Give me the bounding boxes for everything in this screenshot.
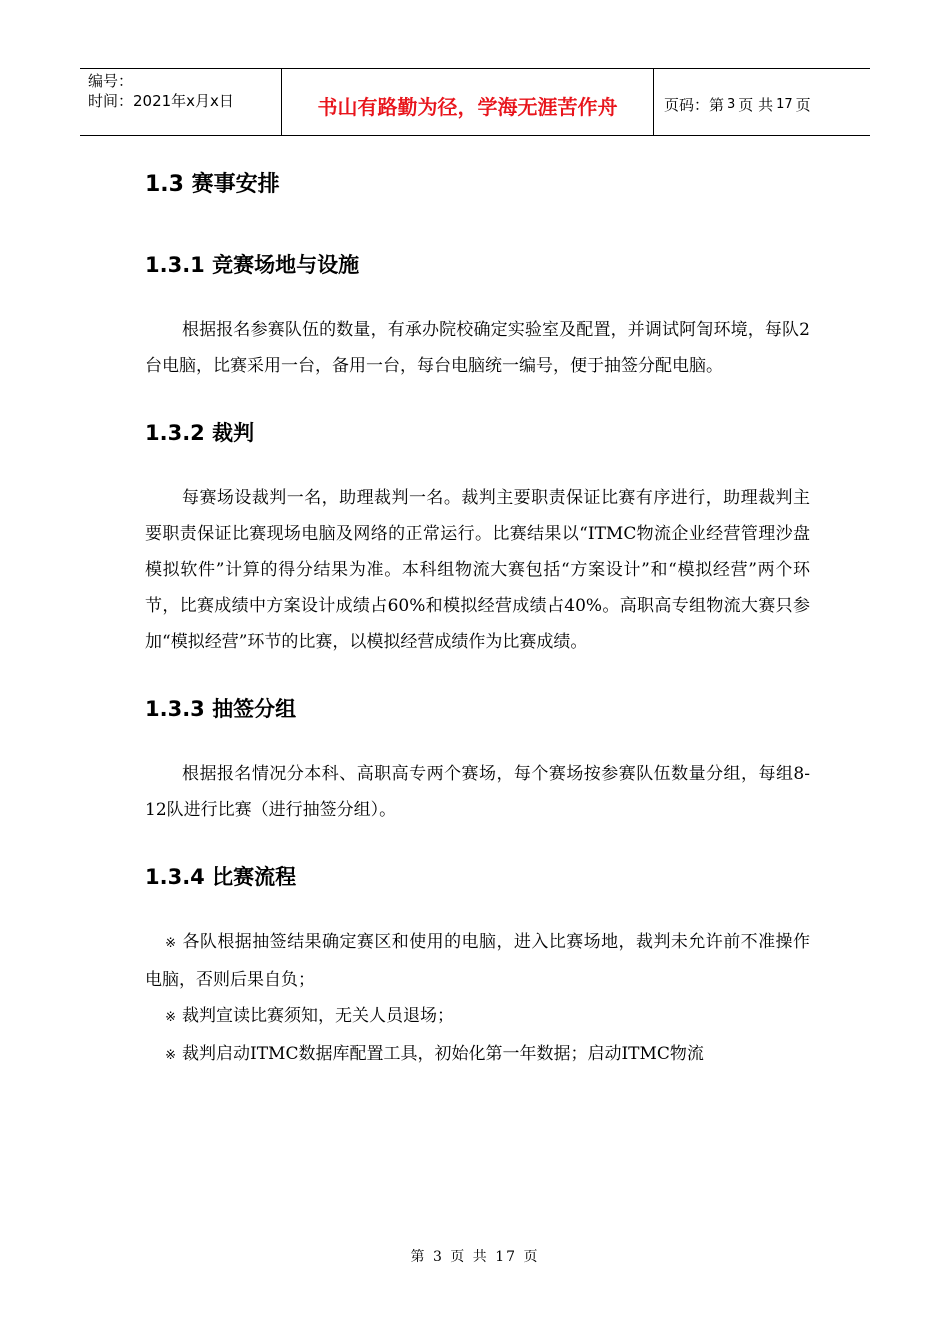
list-item bbox=[145, 1036, 810, 1074]
subsection-heading-referee: 1.3.2 裁判 bbox=[145, 421, 255, 445]
reference-mark-icon: ※ bbox=[165, 1048, 176, 1063]
document-body bbox=[145, 160, 810, 1074]
page-current-number: 3 bbox=[727, 96, 736, 112]
page-label-mid: 页 共 bbox=[738, 95, 774, 114]
header-page-cell bbox=[654, 69, 870, 135]
list-item-text: 裁判启动ITMC数据库配置工具，初始化第一年数据；启动ITMC物流 bbox=[182, 1044, 704, 1064]
reference-mark-icon: ※ bbox=[165, 1010, 176, 1025]
paragraph-venue: 根据报名参赛队伍的数量，有承办院校确定实验室及配置，并调试阿訇环境，每队2台电脑，比赛采用一台，备用一台，每台电脑统一编号，便于抽签分配电脑。 bbox=[145, 320, 810, 376]
page-total-number: 17 bbox=[776, 96, 793, 112]
document-number-label: 编号： bbox=[88, 72, 134, 90]
subsection-heading-venue: 1.3.1 竞赛场地与设施 bbox=[145, 253, 360, 277]
paragraph-grouping: 根据报名情况分本科、高职高专两个赛场，每个赛场按参赛队伍数量分组，每组8-12队进行比赛（进行抽签分组）。 bbox=[145, 764, 810, 820]
header-motto-cell bbox=[282, 69, 654, 135]
header-motto: 书山有路勤为径，学海无涯苦作舟 bbox=[317, 94, 618, 119]
document-date-label: 时间：2021年x月x日 bbox=[88, 92, 234, 110]
header-table bbox=[80, 68, 870, 136]
page-label-suffix: 页 bbox=[795, 95, 811, 114]
subsection-heading-procedure: 1.3.4 比赛流程 bbox=[145, 865, 297, 889]
list-item-text: 裁判宣读比赛须知，无关人员退场； bbox=[182, 1006, 454, 1026]
page-footer: 第 3 页 共 17 页 bbox=[410, 1249, 540, 1265]
paragraph-referee: 每赛场设裁判一名，助理裁判一名。裁判主要职责保证比赛有序进行，助理裁判主要职责保证比赛现场电脑及网络的正常运行。比赛结果以“ITMC物流企业经营管理沙盘模拟软件”计算的得分结果为准。本科组物流大赛包括“方案设计”和“模拟经营”两个环节，比赛成绩中方案设计成绩占60%和模拟经营成绩占40%。高职高专组物流大赛只参加“模拟经营”环节的比赛，以模拟经营成绩作为比赛成绩。 bbox=[145, 488, 810, 652]
list-item bbox=[145, 924, 810, 998]
header-meta-cell bbox=[80, 69, 282, 135]
section-title: 1.3 赛事安排 bbox=[145, 172, 280, 197]
list-item bbox=[145, 998, 810, 1036]
reference-mark-icon: ※ bbox=[165, 936, 176, 951]
list-item-text: 各队根据抽签结果确定赛区和使用的电脑，进入比赛场地，裁判未允许前不准操作电脑，否则后果自负； bbox=[145, 932, 810, 990]
subsection-heading-grouping: 1.3.3 抽签分组 bbox=[145, 697, 297, 721]
page-label-prefix: 页码：第 bbox=[664, 95, 725, 114]
